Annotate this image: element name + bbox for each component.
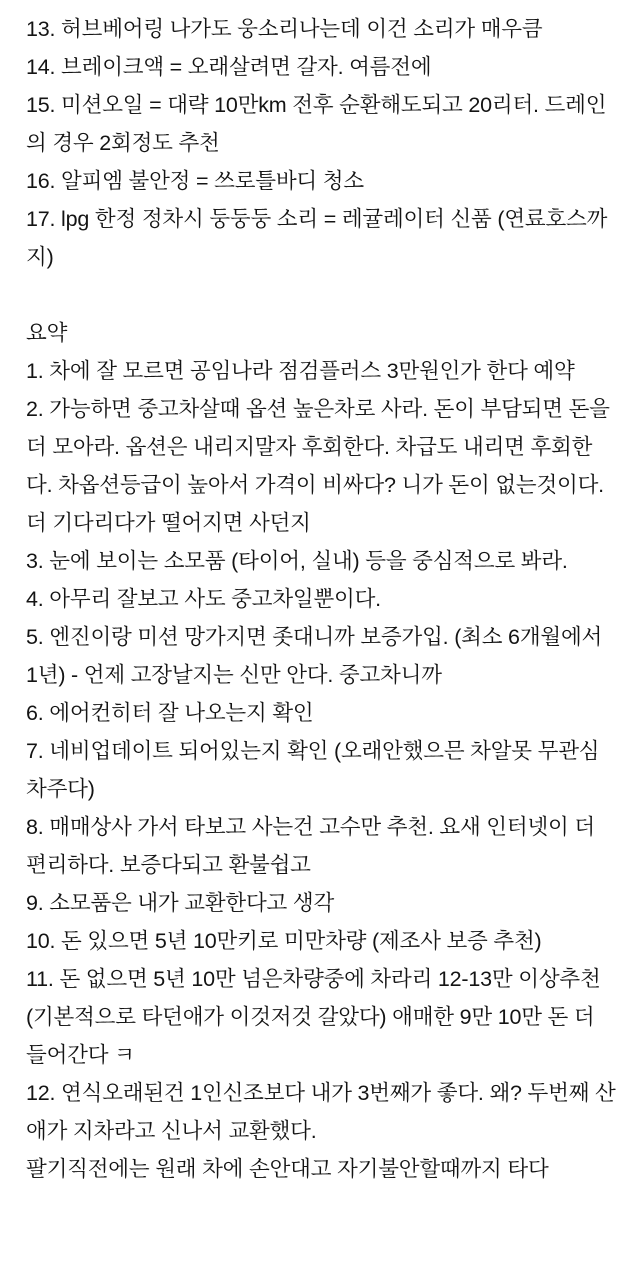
paragraph: 16. 알피엠 불안정 = 쓰로틀바디 청소 bbox=[26, 169, 364, 193]
document-body bbox=[26, 10, 618, 1188]
paragraph: 4. 아무리 잘보고 사도 중고차일뿐이다. bbox=[26, 587, 381, 611]
paragraph: 12. 연식오래된건 1인신조보다 내가 3번째가 좋다. 왜? 두번째 산애가 지차라고 신나서 교환했다. bbox=[26, 1081, 616, 1143]
paragraph: 3. 눈에 보이는 소모품 (타이어, 실내) 등을 중심적으로 봐라. bbox=[26, 549, 568, 573]
paragraph: 10. 돈 있으면 5년 10만키로 미만차량 (제조사 보증 추천) bbox=[26, 929, 542, 953]
paragraph: 9. 소모품은 내가 교환한다고 생각 bbox=[26, 891, 335, 915]
paragraph-truncated: 팔기직전에는 원래 차에 손안대고 자기불안할때까지 타다 bbox=[26, 1157, 549, 1181]
paragraph: 11. 돈 없으면 5년 10만 넘은차량중에 차라리 12-13만 이상추천 (기본적으로 타던애가 이것저것 갈았다) 애매한 9만 10만 돈 더 들어간다 ㅋ bbox=[26, 967, 607, 1067]
paragraph: 5. 엔진이랑 미션 망가지면 좃대니까 보증가입. (최소 6개월에서 1년) - 언제 고장날지는 신만 안다. 중고차니까 bbox=[26, 625, 608, 687]
paragraph: 6. 에어컨히터 잘 나오는지 확인 bbox=[26, 701, 314, 725]
paragraph: 7. 네비업데이트 되어있는지 확인 (오래안했으믄 차알못 무관심차주다) bbox=[26, 739, 600, 801]
paragraph: 17. lpg 한정 정차시 둥둥둥 소리 = 레귤레이터 신품 (연료호스까지) bbox=[26, 207, 608, 269]
paragraph: 8. 매매상사 가서 타보고 사는건 고수만 추천. 요새 인터넷이 더 편리하다. 보증다되고 환불쉽고 bbox=[26, 815, 601, 877]
paragraph: 1. 차에 잘 모르면 공임나라 점검플러스 3만원인가 한다 예약 bbox=[26, 359, 575, 383]
paragraph: 13. 허브베어링 나가도 웅소리나는데 이건 소리가 매우큼 bbox=[26, 17, 543, 41]
paragraph: 14. 브레이크액 = 오래살려면 갈자. 여름전에 bbox=[26, 55, 432, 79]
paragraph: 15. 미션오일 = 대략 10만km 전후 순환해도되고 20리터. 드레인의 경우 2회정도 추천 bbox=[26, 93, 607, 155]
summary-heading: 요약 bbox=[26, 321, 68, 345]
paragraph: 2. 가능하면 중고차살때 옵션 높은차로 사라. 돈이 부담되면 돈을 더 모아라. 옵션은 내리지말자 후회한다. 차급도 내리면 후회한다. 차옵션등급이 높아서 가격이 비싸다? 니가 돈이 없는것이다. 더 기다리다가 떨어지면 사던지 bbox=[26, 397, 616, 535]
paragraph-spacer bbox=[26, 276, 618, 314]
